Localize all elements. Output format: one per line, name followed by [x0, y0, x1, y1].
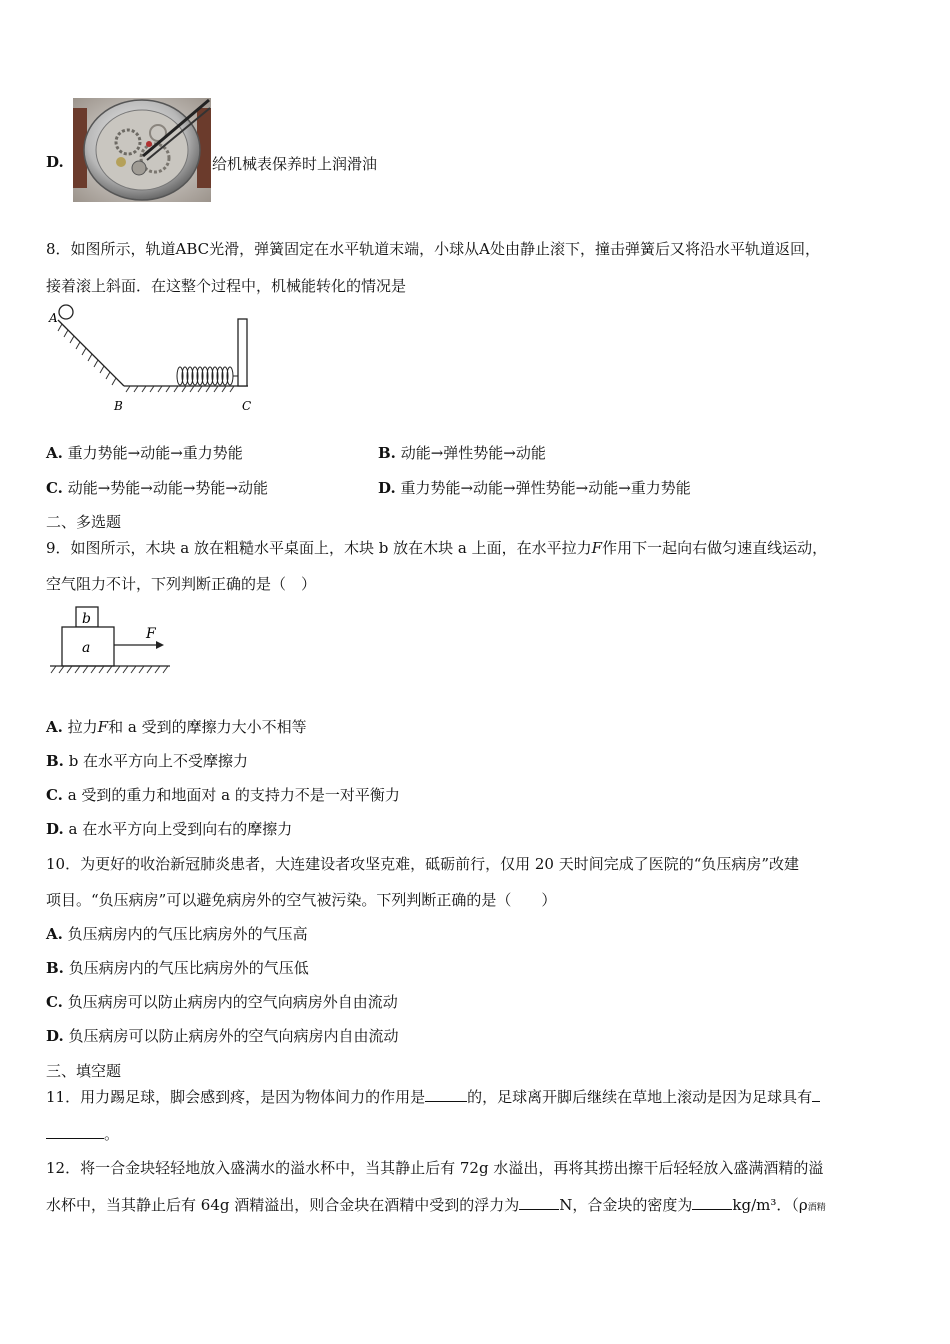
- q12-text-c: kg/m³．（ρ: [732, 1196, 808, 1214]
- q7-option-d-letter: D.: [46, 153, 64, 171]
- option-letter: A.: [46, 718, 63, 736]
- q11-line2: [46, 1123, 119, 1144]
- q9-blocks-figure: [48, 602, 178, 682]
- q10-option-c: [46, 991, 398, 1012]
- q8-label-c: C: [242, 399, 252, 413]
- q12-line1: 12．将一合金块轻轻地放入盛满水的溢水杯中，当其静止后有 72g 水溢出，再将其捞出擦干后轻轻放入盛满酒精的溢: [46, 1159, 824, 1177]
- q12-text-a: 水杯中，当其静止后有 64g 酒精溢出，则合金块在酒精中受到的浮力为: [46, 1196, 520, 1214]
- option-letter: D.: [46, 1027, 64, 1045]
- option-text-pre: 拉力: [67, 718, 98, 736]
- q9-option-c: [46, 784, 400, 805]
- option-letter: D.: [46, 820, 64, 838]
- q11-text-a: 11．用力踢足球，脚会感到疼，是因为物体间力的作用是: [46, 1088, 426, 1106]
- q9-stem-pre: 9．如图所示，木块 a 放在粗糙水平桌面上，木块 b 放在木块 a 上面，在水平拉力: [46, 539, 592, 557]
- option-text: 动能→势能→动能→势能→动能: [67, 479, 268, 497]
- q12-blank-density[interactable]: [692, 1195, 732, 1210]
- q9-label-a: a: [82, 640, 91, 656]
- q8-option-d: [378, 477, 691, 498]
- q12-blank-force[interactable]: [519, 1195, 559, 1210]
- q9-stem-var: F: [591, 539, 603, 557]
- option-letter: B.: [46, 752, 64, 770]
- q8-option-c: [46, 477, 268, 498]
- q11-text-b: 的，足球离开脚后继续在草地上滚动是因为足球具有: [467, 1088, 813, 1106]
- q9-label-f: F: [146, 626, 156, 642]
- q8-stem-line1: 8．如图所示，轨道ABC光滑，弹簧固定在水平轨道末端，小球从A处由静止滚下，撞击弹簧后又将沿水平轨道返回，: [46, 240, 820, 258]
- q11-blank-2-start[interactable]: [812, 1087, 820, 1102]
- q10-option-b: [46, 957, 309, 978]
- q11-blank-2[interactable]: [46, 1124, 104, 1139]
- option-letter: A.: [46, 444, 63, 462]
- option-text: 动能→弹性势能→动能: [400, 444, 546, 462]
- option-text-post: 和 a 受到的摩擦力大小不相等: [108, 718, 307, 736]
- section-title-fill-in: 三、填空题: [46, 1062, 122, 1080]
- q8-label-b: B: [114, 399, 123, 413]
- q10-stem-line1: 10．为更好的收治新冠肺炎患者，大连建设者攻坚克难，砥砺前行，仅用 20 天时间完成了医院的“负压病房”改建: [46, 855, 800, 873]
- option-text: 重力势能→动能→弹性势能→动能→重力势能: [400, 479, 691, 497]
- option-text: 重力势能→动能→重力势能: [67, 444, 243, 462]
- q10-option-a: [46, 923, 308, 944]
- q11-end: 。: [104, 1125, 120, 1143]
- q12-text-b: N，合金块的密度为: [559, 1196, 693, 1214]
- option-text: 负压病房内的气压比病房外的气压高: [67, 925, 308, 943]
- q9-option-d: [46, 818, 292, 839]
- option-text-var: F: [97, 718, 109, 736]
- q9-stem-line2: 空气阻力不计，下列判断正确的是（ ）: [46, 575, 317, 593]
- option-letter: A.: [46, 925, 63, 943]
- q9-option-a: [46, 716, 307, 737]
- q10-option-d: [46, 1025, 399, 1046]
- option-letter: B.: [46, 959, 64, 977]
- option-letter: C.: [46, 479, 63, 497]
- option-letter: B.: [378, 444, 396, 462]
- option-letter: C.: [46, 786, 63, 804]
- q9-stem-post: 作用下一起向右做匀速直线运动，: [602, 539, 828, 557]
- q9-stem-line1: [46, 537, 827, 558]
- watch-lubrication-photo: [73, 98, 211, 202]
- q8-option-a: [46, 442, 243, 463]
- option-text: 负压病房可以防止病房内的空气向病房外自由流动: [67, 993, 398, 1011]
- q9-option-b: [46, 750, 248, 771]
- q11-line1: [46, 1086, 820, 1107]
- q8-option-b: [378, 442, 546, 463]
- q11-blank-1[interactable]: [425, 1087, 467, 1102]
- q12-subscript: 酒精: [807, 1203, 826, 1213]
- option-letter: C.: [46, 993, 63, 1011]
- q12-line2: [46, 1194, 826, 1215]
- q9-label-b: b: [82, 611, 91, 627]
- section-title-multiple-choice: 二、多选题: [46, 513, 122, 531]
- q10-stem-line2: 项目。“负压病房”可以避免病房外的空气被污染。下列判断正确的是（ ）: [46, 891, 557, 909]
- option-text: a 受到的重力和地面对 a 的支持力不是一对平衡力: [67, 786, 400, 804]
- q8-stem-line2: 接着滚上斜面．在这整个过程中，机械能转化的情况是: [46, 277, 407, 295]
- option-text: a 在水平方向上受到向右的摩擦力: [68, 820, 293, 838]
- option-text: b 在水平方向上不受摩擦力: [68, 752, 249, 770]
- option-text: 负压病房内的气压比病房外的气压低: [68, 959, 309, 977]
- option-text: 负压病房可以防止病房外的空气向病房内自由流动: [68, 1027, 399, 1045]
- option-letter: D.: [378, 479, 396, 497]
- q8-track-figure: [44, 302, 264, 420]
- q7-option-d-text: 给机械表保养时上润滑油: [212, 155, 378, 173]
- q8-label-a: A: [49, 311, 58, 325]
